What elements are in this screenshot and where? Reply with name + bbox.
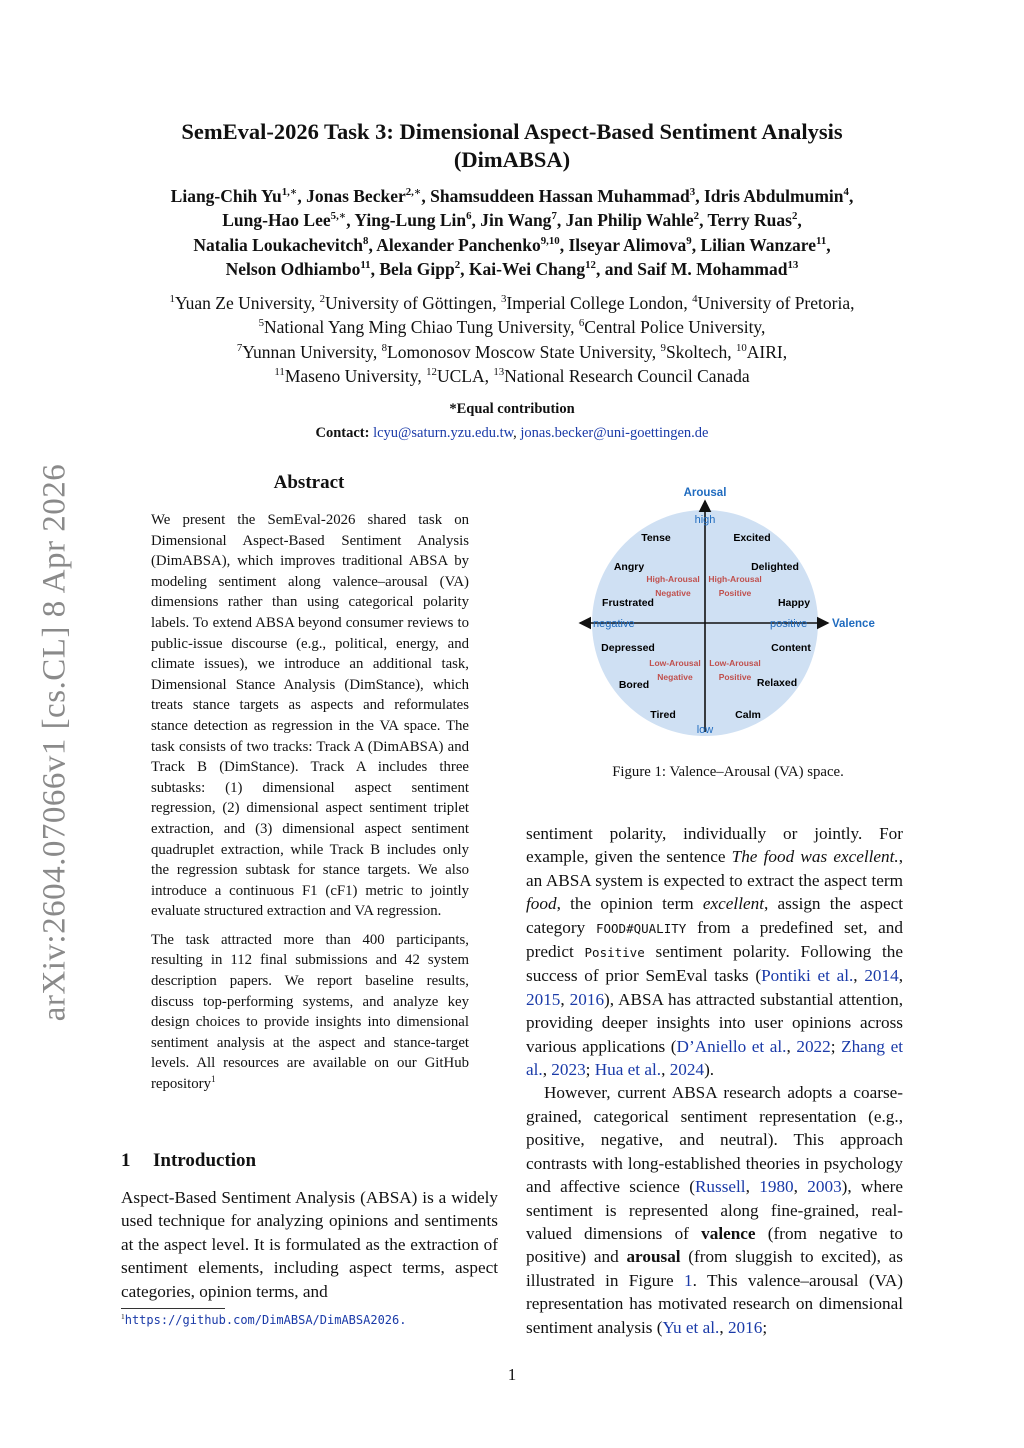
abstract-paragraph-1: We present the SemEval-2026 shared task on Dimensional Aspect-Based Sentiment Analysis (DimABSA), which improves traditional ABSA by modeling sentiment along valence–arousal (VA) dimensions rather than using categorical polarity labels. To extend ABSA beyond consumer reviews to public-issue discourse (e.g., political, energy, and climate issues), we introduce an additional task, Dimensional Stance Analysis (DimStance), which treats stance targets as aspects and reformulates stance detection as regression in the VA space. The task consists of two tracks: Track A (DimABSA) and Track B (DimStance). Track A includes three subtasks: (1) dimensional aspect sentiment regression, (2) dimensional aspect sentiment triplet extraction, and (3) dimensional aspect sentiment quadruplet extraction, while Track B includes only the regression subtask for stance targets. We also introduce a continuous F1 (cF1) metric to jointly evaluate structured extraction and VA regression. [151, 512, 469, 920]
author-sup: 7 [551, 210, 557, 223]
page-number: 1 [507, 1365, 517, 1384]
affil-sup: 2 [319, 293, 326, 306]
example-opinion: excellent [702, 894, 764, 914]
author-sup: 8 [363, 234, 369, 247]
text-run: , an ABSA system is expected to extract the aspect term [526, 847, 903, 890]
author-sup: 12 [585, 259, 596, 272]
affil-line-3: $^7$Yunnan University, $^8$Lomonosov Moscow State University, $^9$Skoltech, $^{10}$AIRI, [236, 341, 788, 362]
right-paragraph-2 [526, 1081, 903, 1338]
text-run: sentiment polarity, individually or jointly. For example, given the sentence [526, 824, 903, 867]
author: Lung-Hao Lee [222, 210, 331, 231]
text-run: , [560, 989, 570, 1009]
author-and: and [604, 259, 633, 280]
intro-paragraph: Aspect-Based Sentiment Analysis (ABSA) is a widely used technique for analyzing opinions and sentiments at the aspect level. It is formulated as the extraction of sentiment elements, including aspect terms, aspect categories, opinion terms, and [121, 1188, 498, 1301]
contact-sep: , [513, 425, 521, 441]
text-run: ), ABSA has attracted substantial attention, providing deeper insights into user opinions across various applications ( [526, 989, 903, 1056]
affiliation: University of Göttingen [325, 293, 493, 313]
affiliation: National Research Council Canada [504, 366, 750, 387]
title-line-1: SemEval-2026 Task 3: Dimensional Aspect-Based Sentiment Analysis [181, 119, 843, 144]
footnote-ref[interactable]: 1 [211, 1074, 216, 1085]
author-sup: 11 [816, 234, 827, 247]
valence-label: Valence [832, 618, 875, 630]
abstract-body [151, 510, 469, 1103]
affil-sup: 12 [426, 366, 437, 379]
author-sup: 2 [693, 210, 700, 223]
affil-sup: 8 [381, 341, 388, 354]
contact-line [200, 425, 824, 442]
affil-sup: 13 [493, 366, 505, 379]
affiliation: AIRI [746, 341, 783, 362]
author: Kai-Wei Chang [468, 259, 586, 280]
emotion-excited: Excited [733, 532, 771, 544]
intro-right-column [526, 822, 903, 1339]
citation-link[interactable]: 2015 [526, 989, 561, 1009]
text-run: , [661, 1060, 670, 1080]
author-sup: 3 [689, 186, 696, 199]
figure-caption: Figure 1: Valence–Arousal (VA) space. [612, 764, 844, 780]
section-heading-introduction [121, 1150, 256, 1172]
affil-sup: 5 [258, 317, 264, 330]
text-run: , [793, 1177, 808, 1197]
footnote-sup: 1 [121, 1312, 125, 1321]
author-sup: 5,∗ [330, 210, 347, 223]
abstract-paragraph-2-text: The task attracted more than 400 participants, resulting in 112 final submissions and 42 system description papers. We report baseline results, discuss top-performing systems, and analyze key design choices to provide insights into dimensional sentiment analysis at the aspect and stance-target levels. All resources are available on our GitHub repository [151, 931, 469, 1093]
high-label: high [694, 514, 716, 526]
abstract-heading: Abstract [273, 472, 345, 493]
example-sentence: The food was excellent. [731, 847, 899, 867]
term-valence: valence [701, 1223, 756, 1243]
citation-link[interactable]: 2022 [796, 1036, 831, 1056]
quadrant-lp-2: Positive [718, 672, 752, 682]
text-run: . This valence–arousal (VA) representation has motivated research on dimensional sentiment analysis ( [526, 1270, 903, 1337]
footnote-rule [121, 1308, 225, 1309]
negative-label: negative [593, 618, 635, 630]
emotion-relaxed: Relaxed [756, 677, 798, 689]
title-line-2: (DimABSA) [453, 147, 571, 172]
quadrant-lp-1: Low-Arousal [709, 658, 761, 668]
footnote [121, 1313, 406, 1327]
author-sup: 2,∗ [405, 186, 422, 199]
quadrant-ln-1: Low-Arousal [649, 658, 701, 668]
text-run: However, current ABSA research adopts a coarse-grained, categorical sentiment representation (e.g., positive, negative, and neutral). This approach contrasts with long-established theories in psychology and affective science ( [526, 1083, 903, 1197]
text-run: , [786, 1036, 797, 1056]
text-run: sentiment polarity. Following the success of prior SemEval tasks ( [526, 942, 903, 986]
affil-sup: 9 [660, 341, 666, 354]
author-sup: 4 [843, 186, 849, 199]
author-line-2: Lung-Hao Lee$^{5,∗}$, Ying-Lung Lin$^6$, Jin Wang$^7$, Jan Philip Wahle$^2$, Terry Ruas$^2$, [222, 210, 802, 231]
text-run: , [542, 1060, 552, 1080]
example-polarity: Positive [584, 945, 645, 961]
author: Saif M. Mohammad [637, 259, 788, 280]
va-space-figure [570, 480, 900, 750]
author-sup: 13 [787, 259, 799, 272]
quadrant-hn-1: High-Arousal [646, 574, 700, 584]
va-space-diagram [570, 480, 900, 750]
affiliation: Central Police University [584, 317, 762, 338]
affiliation: Maseno University [284, 366, 418, 387]
affiliation: Imperial College London [506, 293, 684, 313]
affil-line-4: $^{11}$Maseno University, $^{12}$UCLA, $^{13}$National Research Council Canada [274, 366, 750, 387]
author: Jin Wang [480, 210, 552, 231]
affiliation-list [70, 291, 954, 389]
emotion-angry: Angry [613, 561, 645, 573]
affil-sup: 10 [735, 341, 747, 354]
figure-ref-link[interactable]: 1 [684, 1270, 693, 1290]
citation-link[interactable]: 2003 [807, 1177, 842, 1197]
text-run: ). [704, 1060, 715, 1080]
text-run: (from negative to positive) and [526, 1223, 903, 1267]
example-aspect: food [526, 894, 557, 914]
affil-sup: 1 [169, 293, 175, 306]
author: Terry Ruas [707, 210, 792, 231]
citation-link[interactable]: 2016 [727, 1317, 763, 1337]
author: Bela Gipp [379, 259, 455, 280]
author-line-1: Liang-Chih $Yu^{1,∗}$, Jonas Becker$^{2,∗}$, Shamsuddeen Hassan Muhammad$^3$, Idris Abdulmumin$^4$, [170, 186, 854, 206]
right-paragraph-1: sentiment polarity, individually or jointly. For example, given the sentence The food was excellent., an ABSA system is expected to extract the aspect term food, the opinion term excellent, assign the aspect category FOOD#QUALITY from a predefined set, and predict Positive sentiment polarity. Following the success of prior SemEval tasks (Pontiki et al., 2014, 2015, 2016), ABSA has attracted substantial attention, providing deeper insights into user opinions across various applications (D’Aniello et al., 2022; Zhang et al., 2023; Hua et al., 2024). [526, 824, 903, 1080]
citation-link[interactable]: Hua et al. [594, 1060, 662, 1080]
citation-link[interactable]: Yu et al. [662, 1317, 720, 1337]
citation-link[interactable]: D’Aniello et al. [676, 1036, 787, 1056]
text-run: ), where sentiment is represented along fine-grained, real-valued dimensions of [526, 1177, 904, 1243]
emotion-tired: Tired [650, 709, 676, 721]
positive-label: positive [770, 618, 808, 630]
contact-email-1[interactable]: lcyu@saturn.yzu.edu.tw [373, 425, 514, 441]
arousal-label: Arousal [683, 487, 727, 499]
footnote-url[interactable]: https://github.com/DimABSA/DimABSA2026. [124, 1313, 407, 1327]
citation-link[interactable]: Pontiki et al. [761, 966, 854, 986]
affiliation: Yunnan University [242, 341, 373, 362]
citation-link[interactable]: 2024 [669, 1060, 705, 1080]
author-sup: 2 [454, 259, 461, 272]
emotion-content: Content [771, 642, 811, 654]
author: Ilseyar Alimova [568, 234, 687, 255]
abstract-paragraph-2 [151, 930, 469, 1095]
text-run: , assign the aspect category [526, 894, 903, 937]
author: Alexander Panchenko [376, 234, 541, 255]
author-line-4: Nelson Odhiambo$^{11}$, Bela Gipp$^2$, Kai-Wei Chang$^{12}$, and Saif M. Mohammad$^{13}$ [225, 259, 799, 280]
quadrant-hp-1: High-Arousal [708, 574, 762, 584]
text-run: ; [762, 1317, 768, 1337]
author: Jonas Becker [306, 186, 406, 206]
contact-email-2[interactable]: jonas.becker@uni-goettingen.de [520, 425, 709, 441]
text-run: , [898, 966, 903, 986]
quadrant-ln-2: Negative [657, 672, 693, 682]
text-run: , the opinion term [556, 894, 703, 914]
citation-link[interactable]: 1980 [759, 1177, 794, 1197]
author: Lilian Wanzare [700, 234, 817, 255]
affil-sup: 4 [692, 293, 698, 306]
author-sup: 1,∗ [281, 186, 298, 199]
contact-label: Contact: [315, 425, 370, 441]
author: Natalia Loukachevitch [193, 234, 364, 255]
affil-sup: 6 [578, 317, 585, 330]
emotion-tense: Tense [641, 532, 671, 544]
author-sup: 9 [686, 234, 692, 247]
author-list [70, 184, 954, 282]
low-label: low [696, 724, 714, 736]
text-run: , [853, 966, 865, 986]
affil-sup: 11 [274, 366, 285, 379]
emotion-depressed: Depressed [601, 642, 655, 654]
text-run: , [745, 1177, 760, 1197]
affil-line-1: $^1$Yuan Ze University, $^2$University of Göttingen, $^3$Imperial College London, $^4$University of Pretoria, [169, 293, 855, 313]
author-sup: 2 [791, 210, 798, 223]
section-number: 1 [121, 1150, 131, 1171]
affil-sup: 3 [500, 293, 507, 306]
citation-link[interactable]: 2014 [864, 966, 899, 986]
quadrant-hn-2: Negative [655, 588, 691, 598]
affil-line-2: $^5$National Yang Ming Chiao Tung University, $^6$Central Police University, [258, 317, 766, 338]
author-sup: 6 [466, 210, 472, 223]
author: Nelson Odhiambo [225, 259, 361, 280]
author: Shamsuddeen Hassan Muhammad [430, 186, 690, 206]
quadrant-hp-2: Positive [718, 588, 752, 598]
author: Ying-Lung Lin [354, 210, 467, 231]
emotion-calm: Calm [735, 709, 761, 721]
citation-link[interactable]: Russell [694, 1177, 746, 1197]
affiliation: Skoltech [665, 341, 728, 362]
section-title: Introduction [153, 1150, 257, 1171]
intro-left-column [121, 1186, 498, 1303]
author: Liang-Chih Yu [170, 186, 282, 206]
text-run: from a predefined set, and predict [526, 917, 903, 962]
arxiv-id: arXiv:2604.07066v1 [cs.CL] 8 Apr 2026 [36, 463, 73, 1022]
affiliation: University of Pretoria [697, 293, 851, 313]
affiliation: National Yang Ming Chiao Tung University [264, 317, 571, 338]
author-line-3: Natalia Loukachevitch$^8$, Alexander Panchenko$^{9,10}$, Ilseyar Alimova$^9$, Lilian Wanzare$^{11}$, [193, 234, 831, 255]
paper-title [90, 118, 934, 174]
emotion-happy: Happy [777, 597, 811, 609]
emotion-frustrated: Frustrated [602, 597, 654, 609]
affiliation: UCLA [436, 366, 485, 387]
text-run: (from sluggish to excited), as illustrated in Figure [526, 1247, 903, 1290]
author: Idris Abdulmumin [703, 186, 844, 206]
example-category: FOOD#QUALITY [595, 920, 687, 936]
citation-link[interactable]: Zhang et al. [526, 1036, 903, 1080]
affil-sup: 7 [236, 341, 243, 354]
affiliation: Lomonosov Moscow State University [387, 341, 652, 362]
author-sup: 11 [360, 259, 371, 272]
equal-contribution-note: *Equal contribution [449, 401, 575, 417]
citation-link[interactable]: 2023 [551, 1060, 586, 1080]
author: Jan Philip Wahle [565, 210, 694, 231]
affiliation: Yuan Ze University [174, 293, 311, 313]
emotion-bored: Bored [618, 679, 650, 691]
emotion-delighted: Delighted [751, 561, 799, 573]
author-sup: 9,10 [540, 234, 560, 247]
citation-link[interactable]: 2016 [569, 989, 605, 1009]
term-arousal: arousal [626, 1247, 681, 1267]
text-run: , [719, 1317, 728, 1337]
